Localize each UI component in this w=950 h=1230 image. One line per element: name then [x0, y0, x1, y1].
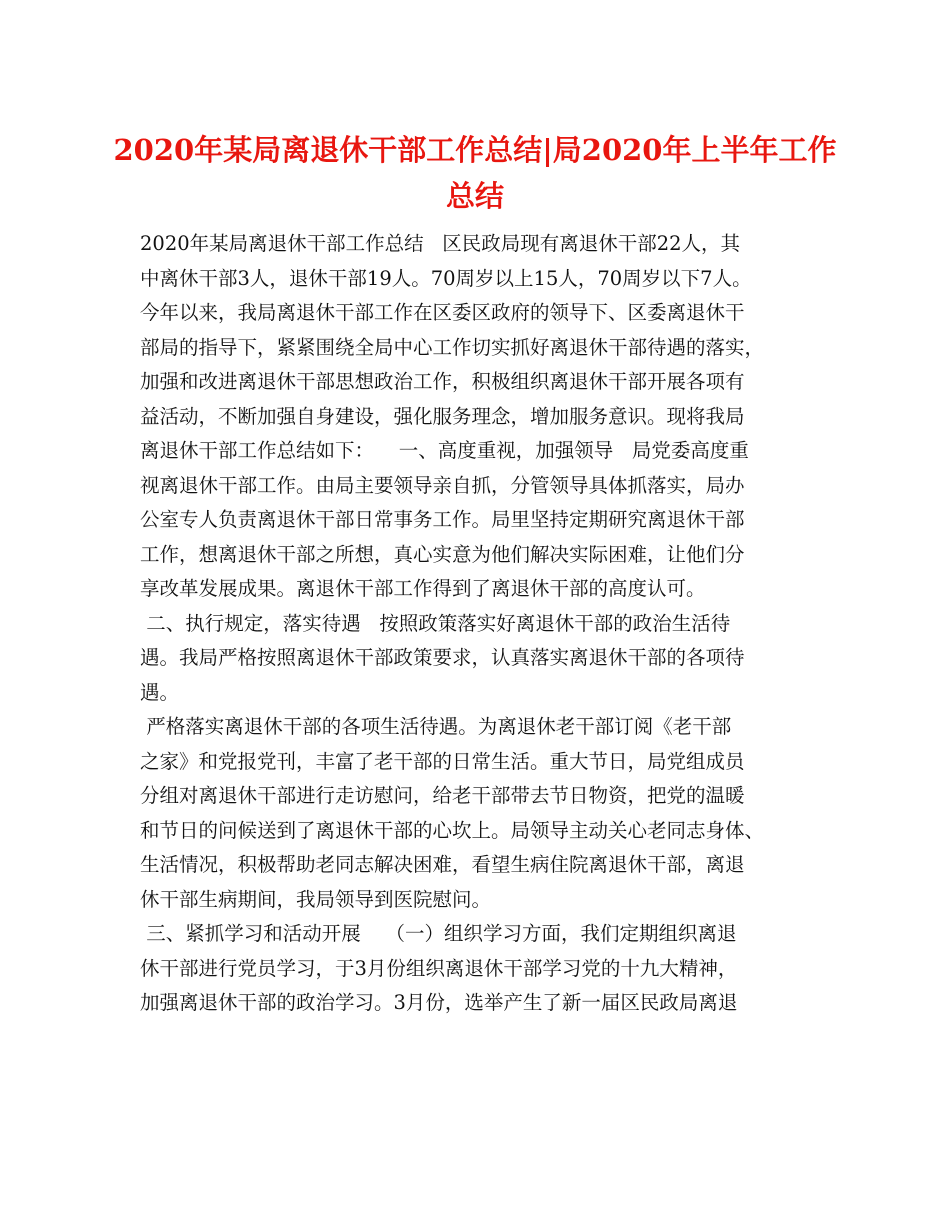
- title-line: 总结: [445, 179, 504, 213]
- body-line: 中离休干部3人，退休干部19人。70周岁以上15人，70周岁以下7人。: [140, 266, 752, 290]
- body-line: 部局的指导下，紧紧围绕全局中心工作切实抓好离退休干部待遇的落实，: [140, 335, 765, 359]
- body-line: 休干部进行党员学习，于3月份组织离退休干部学习党的十九大精神，: [140, 956, 738, 980]
- body-line: 二、执行规定，落实待遇 按照政策落实好离退休干部的政治生活待: [140, 611, 731, 635]
- body-line: 2020年某局离退休干部工作总结 区民政局现有离退休干部22人，其: [140, 232, 741, 255]
- body-line: 加强离退休干部的政治学习。3月份，选举产生了新一届区民政局离退: [140, 991, 738, 1014]
- body-line: 之家》和党报党刊，丰富了老干部的日常生活。重大节日，局党组成员: [140, 749, 745, 773]
- body-line: 严格落实离退休干部的各项生活待遇。为离退休老干部订阅《老干部: [140, 715, 732, 738]
- body-line: 公室专人负责离退休干部日常事务工作。局里坚持定期研究离退休干部: [140, 508, 745, 531]
- body-line: 和节日的问候送到了离退休干部的心坎上。局领导主动关心老同志身体、: [140, 818, 765, 842]
- document-body: [140, 227, 840, 1021]
- body-line: 遇。: [140, 680, 180, 704]
- title-line: 2020年某局离退休干部工作总结|局2020年上半年工作: [113, 133, 837, 167]
- body-line: 工作，想离退休干部之所想，真心实意为他们解决实际困难，让他们分: [140, 542, 745, 566]
- body-line: 今年以来，我局离退休干部工作在区委区政府的领导下、区委离退休干: [140, 301, 745, 324]
- body-line: 益活动，不断加强自身建设，强化服务理念，增加服务意识。现将我局: [140, 404, 745, 428]
- body-line: 分组对离退休干部进行走访慰问，给老干部带去节日物资，把党的温暖: [140, 784, 745, 807]
- body-line: 享改革发展成果。离退休干部工作得到了离退休干部的高度认可。: [140, 577, 706, 600]
- document-title: [110, 127, 840, 219]
- body-line: 三、紧抓学习和活动开展 （一）组织学习方面，我们定期组织离退: [140, 922, 737, 945]
- body-line: 遇。我局严格按照离退休干部政策要求，认真落实离退休干部的各项待: [140, 646, 745, 669]
- body-line: 离退休干部工作总结如下： 一、高度重视，加强领导 局党委高度重: [140, 439, 749, 462]
- body-line: 视离退休干部工作。由局主要领导亲自抓，分管领导具体抓落实，局办: [140, 473, 745, 497]
- body-line: 生活情况，积极帮助老同志解决困难，看望生病住院离退休干部，离退: [140, 853, 745, 876]
- body-line: 休干部生病期间，我局领导到医院慰问。: [140, 887, 492, 911]
- body-line: 加强和改进离退休干部思想政治工作，积极组织离退休干部开展各项有: [140, 370, 745, 393]
